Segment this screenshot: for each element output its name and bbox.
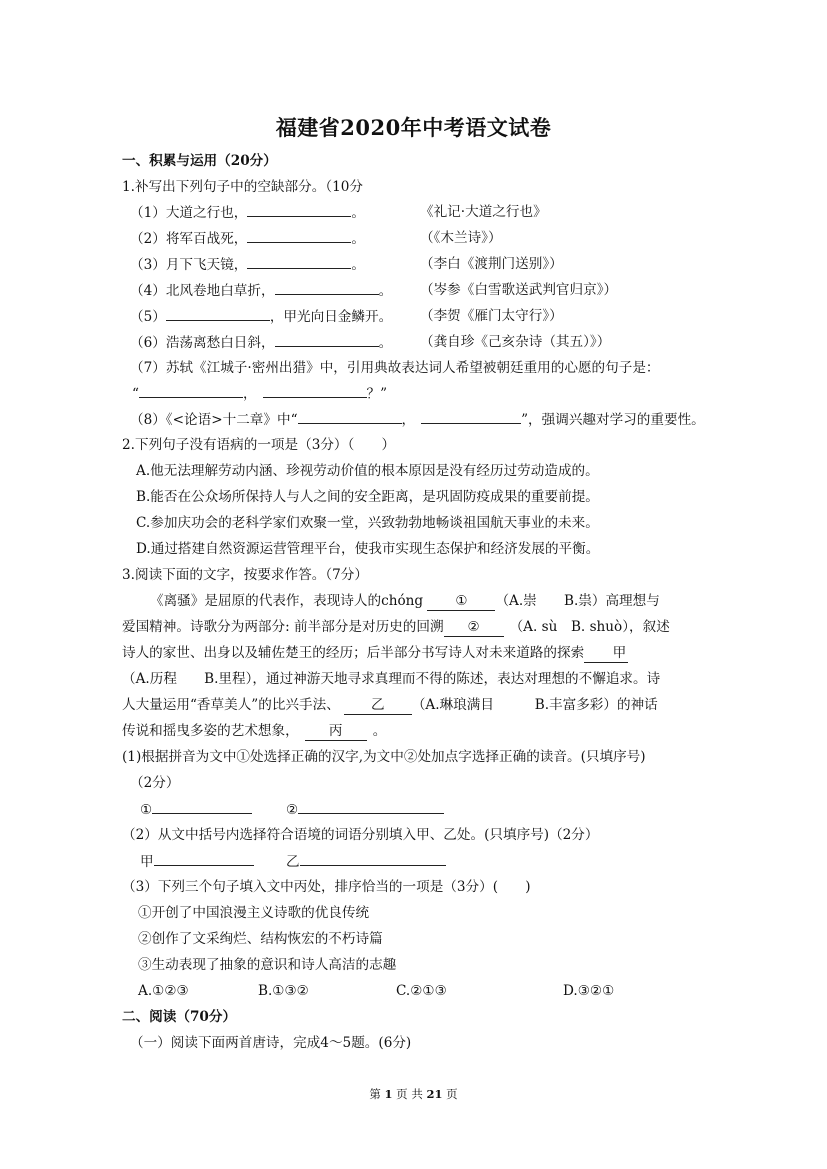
answer-blank[interactable] — [247, 229, 351, 243]
answer-blank[interactable] — [154, 852, 254, 866]
blank-1[interactable]: ① — [427, 592, 495, 611]
q1-item-2 — [130, 229, 365, 248]
q1-item-5-source: （李贺《雁门太守行》） — [420, 308, 563, 324]
q3-passage-line-3 — [122, 644, 628, 663]
q3-sub1-points: （2分） — [130, 775, 180, 791]
q2-option-d[interactable]: D.通过搭建自然资源运营管理平台，使我市实现生态保护和经济发展的平衡。 — [136, 541, 600, 557]
q1-item-3-source: （李白《渡荆门送别》） — [420, 256, 563, 272]
q1-item-5-text: （5） — [130, 309, 166, 325]
q3-passage-line-2 — [122, 618, 670, 637]
footer-total-pages: 21 — [426, 1087, 443, 1101]
section2-part1: （一）阅读下面两首唐诗，完成4～5题。(6分) — [130, 1035, 412, 1051]
q3-passage-line-6 — [122, 722, 386, 741]
answer-blank[interactable] — [247, 203, 351, 217]
q1-item-4 — [130, 281, 392, 300]
answer-blank[interactable] — [298, 800, 444, 814]
q1-item-1-end: 。 — [351, 205, 365, 221]
q1-item-4-end: 。 — [378, 283, 393, 299]
comma: ， — [401, 412, 416, 428]
q2-option-b[interactable]: B.能否在公众场所保持人与人之间的安全距离，是巩固防疫成果的重要前提。 — [136, 489, 599, 505]
answer-blank[interactable] — [152, 800, 252, 814]
q1-item-3-end: 。 — [351, 257, 365, 273]
q3-sub2-answer-jia — [140, 852, 254, 871]
comma: ， — [242, 386, 257, 402]
q2-option-c[interactable]: C.参加庆功会的老科学家们欢聚一堂，兴致勃勃地畅谈祖国航天事业的未来。 — [136, 515, 599, 531]
answer-blank[interactable] — [275, 281, 379, 295]
q1-item-5-end: ，甲光向日金鳞开。 — [269, 309, 393, 325]
q3-sub1-stem: (1)根据拼音为文中①处选择正确的汉字,为文中②处加点字选择正确的读音。(只填序号) — [122, 749, 646, 765]
q3-passage-line-1 — [150, 592, 660, 611]
blank-yi[interactable]: 乙 — [344, 696, 412, 715]
q1-item-2-source: （《木兰诗》） — [420, 230, 502, 246]
passage-text: （A. sù B. shuò），叙述 — [509, 619, 670, 635]
q3-sub1-answer-2 — [286, 800, 444, 819]
footer-text: 页 — [446, 1087, 458, 1101]
answer-blank[interactable] — [166, 307, 270, 321]
q3-sub3-sentence-3: ③生动表现了抽象的意识和诗人高洁的志趣 — [138, 957, 397, 973]
q3-passage-line-4: （A.历程 B.里程），通过神游天地寻求真理而不得的陈述，表达对理想的不懈追求。诗 — [122, 671, 661, 687]
page-footer — [0, 1086, 827, 1102]
q1-item-6-text: （6）浩荡离愁白日斜， — [130, 335, 275, 351]
q1-item-3-text: （3）月下飞天镜， — [130, 257, 248, 273]
passage-text: 传说和摇曳多姿的艺术想象， — [122, 723, 299, 739]
q3-sub3-option-a[interactable]: A.①②③ — [138, 983, 189, 999]
answer-blank[interactable] — [298, 410, 402, 424]
answer-blank[interactable] — [263, 384, 367, 398]
q1-item-1-source: 《礼记·大道之行也》 — [420, 204, 547, 220]
passage-text: 人大量运用“香草美人”的比兴手法、 — [122, 697, 340, 713]
q2-option-a[interactable]: A.他无法理解劳动内涵、珍视劳动价值的根本原因是没有经历过劳动造成的。 — [136, 463, 599, 479]
blank-jia[interactable]: 甲 — [584, 644, 628, 663]
q1-item-6-source: （龚自珍《己亥杂诗（其五）》） — [420, 334, 611, 350]
q1-item-2-end: 。 — [351, 231, 365, 247]
q1-item-6-end: 。 — [378, 335, 393, 351]
q1-item-8-end: ”，强调兴趣对学习的重要性。 — [521, 412, 705, 428]
q1-item-4-text: （4）北风卷地白草折， — [130, 283, 275, 299]
q3-sub3-sentence-2: ②创作了文采绚烂、结构恢宏的不朽诗篇 — [138, 931, 383, 947]
section1-heading: 一、积累与运用（20分） — [122, 153, 277, 169]
q3-sub3-option-b[interactable]: B.①③② — [258, 983, 309, 999]
footer-text: 页 共 — [396, 1087, 423, 1101]
footer-page-number: 1 — [384, 1087, 393, 1101]
page-title: 福建省2020年中考语文试卷 — [275, 115, 552, 140]
passage-text: （A.琳琅满目 B.丰富多彩）的神话 — [411, 697, 658, 713]
answer-label: ① — [140, 802, 153, 818]
answer-blank[interactable] — [275, 333, 379, 347]
q3-sub2-answer-yi — [286, 852, 446, 871]
answer-label: ② — [286, 802, 299, 818]
answer-blank[interactable] — [247, 255, 351, 269]
footer-text: 第 — [369, 1087, 381, 1101]
q3-sub2-stem: （2）从文中括号内选择符合语境的词语分别填入甲、乙处。(只填序号)（2分） — [122, 827, 599, 843]
q3-sub3-stem: （3）下列三个句子填入文中丙处，排序恰当的一项是（3分）( ) — [122, 879, 531, 895]
answer-blank[interactable] — [421, 410, 521, 424]
q1-item-3 — [130, 255, 365, 274]
blank-2[interactable]: ② — [444, 618, 504, 637]
q2-stem: 2.下列句子没有语病的一项是（3分）（ ） — [122, 437, 396, 453]
q3-sub1-answer-1 — [140, 800, 252, 819]
passage-text: 爱国精神。诗歌分为两部分: 前半部分是对历史的回溯 — [122, 619, 444, 635]
q3-sub3-sentence-1: ①开创了中国浪漫主义诗歌的优良传统 — [138, 905, 370, 921]
q1-stem: 1.补写出下列句子中的空缺部分。（10分 — [122, 179, 363, 195]
q1-item-8 — [130, 410, 705, 429]
passage-text: 诗人的家世、出身以及辅佐楚王的经历；后半部分书写诗人对未来道路的探索 — [122, 645, 585, 661]
answer-blank[interactable] — [300, 852, 446, 866]
q3-sub3-option-c[interactable]: C.②①③ — [396, 983, 447, 999]
q1-item-2-text: （2）将军百战死， — [130, 231, 248, 247]
q3-stem: 3.阅读下面的文字，按要求作答。（7分） — [122, 567, 368, 583]
blank-bing[interactable]: 丙 — [305, 722, 367, 741]
q1-item-7-answer — [132, 384, 387, 403]
answer-label: 甲 — [140, 854, 154, 870]
q1-item-7-stem: （7）苏轼《江城子·密州出猎》中，引用典故表达词人希望被朝廷重用的心愿的句子是： — [130, 360, 660, 376]
section2-heading: 二、阅读（70分） — [122, 1009, 237, 1025]
q3-sub3-option-d[interactable]: D.③②① — [563, 983, 615, 999]
q1-item-4-source: （岑参《白雪歌送武判官归京》） — [420, 282, 618, 298]
q1-item-1-text: （1）大道之行也， — [130, 205, 248, 221]
open-quote: “ — [132, 386, 139, 402]
passage-text: （A.崇 B.祟）高理想与 — [495, 593, 660, 609]
passage-text: 。 — [372, 723, 387, 739]
answer-blank[interactable] — [139, 384, 243, 398]
answer-label: 乙 — [286, 854, 300, 870]
passage-text: 《离骚》是屈原的代表作，表现诗人的chóng — [150, 593, 424, 609]
q1-item-1 — [130, 203, 365, 222]
q1-item-5 — [130, 307, 392, 326]
close-quote: ？” — [366, 386, 388, 402]
q3-passage-line-5 — [122, 696, 658, 715]
q1-item-8-text: （8）《<论语>十二章》中“ — [130, 412, 298, 428]
q1-item-6 — [130, 333, 392, 352]
